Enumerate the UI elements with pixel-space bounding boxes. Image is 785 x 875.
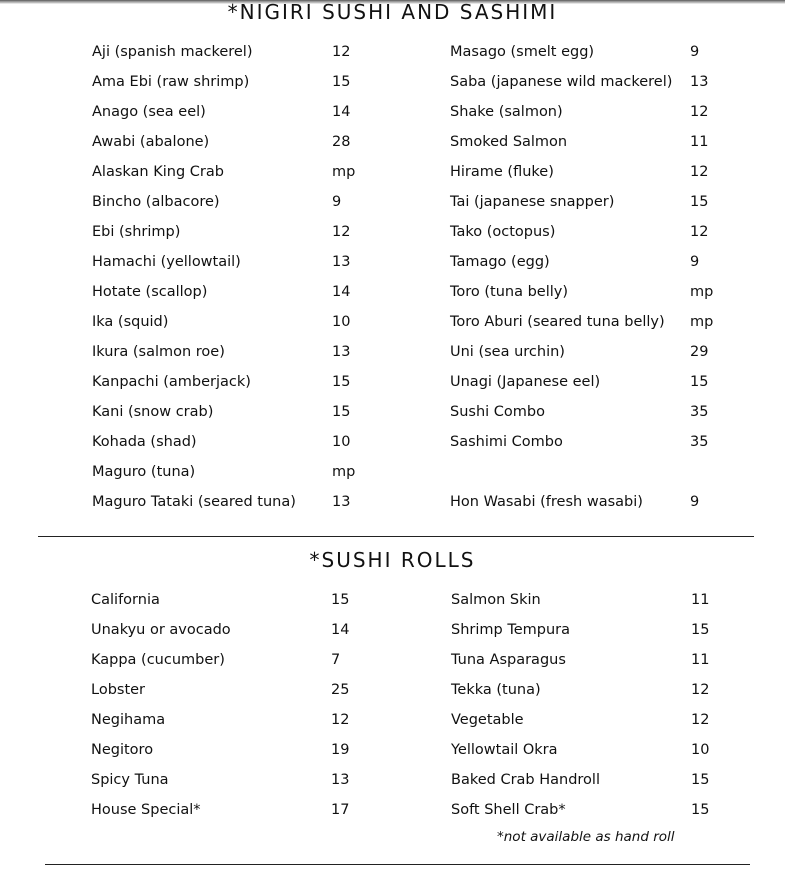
menu-item-price: 15 [691, 802, 710, 818]
menu-item-name: California [91, 592, 160, 608]
menu-item-name: Tamago (egg) [450, 254, 550, 270]
menu-item-price: 14 [331, 622, 350, 638]
menu-item-price: 12 [332, 224, 351, 240]
menu-item-price: 10 [332, 434, 351, 450]
menu-item-price: mp [332, 464, 356, 480]
menu-item-name: Bincho (albacore) [92, 194, 220, 210]
menu-item-name: Negitoro [91, 742, 154, 758]
menu-item-price: 9 [690, 254, 700, 270]
bottom-divider [45, 864, 750, 865]
menu-item-price: 13 [332, 494, 351, 510]
menu-item-name: Toro (tuna belly) [450, 284, 569, 300]
menu-item-name: Saba (japanese wild mackerel) [450, 74, 673, 90]
menu-item-name: Hon Wasabi (fresh wasabi) [450, 494, 643, 510]
nigiri-section-title: *NIGIRI SUSHI AND SASHIMI [227, 0, 558, 24]
menu-item-price: 10 [332, 314, 351, 330]
menu-item-price: 10 [691, 742, 710, 758]
menu-item-name: Kanpachi (amberjack) [92, 374, 251, 390]
menu-item-name: Maguro (tuna) [92, 464, 196, 480]
menu-item-price: 13 [331, 772, 350, 788]
menu-item-name: Vegetable [451, 712, 524, 728]
menu-item-price: 29 [690, 344, 709, 360]
menu-item-price: 7 [331, 652, 341, 668]
menu-item-name: Sushi Combo [450, 404, 545, 420]
menu-item-price: 15 [690, 194, 709, 210]
menu-item-price: 12 [331, 712, 350, 728]
menu-item-name: Uni (sea urchin) [450, 344, 565, 360]
menu-item-name: Tai (japanese snapper) [450, 194, 615, 210]
menu-item-name: Ikura (salmon roe) [92, 344, 225, 360]
menu-item-name: Hamachi (yellowtail) [92, 254, 241, 270]
menu-item-price: 15 [691, 622, 710, 638]
menu-item-price: 12 [332, 44, 351, 60]
menu-item-price: 15 [331, 592, 350, 608]
menu-item-name: Yellowtail Okra [451, 742, 558, 758]
menu-item-name: Sashimi Combo [450, 434, 563, 450]
menu-item-name: House Special* [91, 802, 201, 818]
menu-item-name: Ika (squid) [92, 314, 169, 330]
menu-item-name: Awabi (abalone) [92, 134, 210, 150]
menu-item-name: Baked Crab Handroll [451, 772, 600, 788]
menu-item-price: 12 [691, 712, 710, 728]
menu-item-price: 13 [332, 254, 351, 270]
menu-item-name: Tako (octopus) [450, 224, 556, 240]
menu-item-name: Anago (sea eel) [92, 104, 206, 120]
menu-item-price: mp [332, 164, 356, 180]
menu-item-name: Shrimp Tempura [451, 622, 571, 638]
menu-item-price: 35 [690, 404, 709, 420]
menu-item-name: Ama Ebi (raw shrimp) [92, 74, 250, 90]
menu-item-name: Smoked Salmon [450, 134, 568, 150]
menu-item-name: Tekka (tuna) [451, 682, 541, 698]
menu-item-name: Kani (snow crab) [92, 404, 214, 420]
menu-item-price: 15 [691, 772, 710, 788]
menu-item-price: 13 [690, 74, 709, 90]
menu-item-price: 11 [691, 652, 710, 668]
menu-item-price: 9 [690, 494, 700, 510]
menu-item-price: 11 [691, 592, 710, 608]
menu-item-price: 15 [332, 404, 351, 420]
menu-item-name: Alaskan King Crab [92, 164, 224, 180]
menu-item-price: 12 [690, 164, 709, 180]
menu-item-name: Hirame (fluke) [450, 164, 554, 180]
menu-item-name: Ebi (shrimp) [92, 224, 181, 240]
menu-item-price: 25 [331, 682, 350, 698]
menu-item-name: Hotate (scallop) [92, 284, 208, 300]
menu-item-price: mp [690, 284, 714, 300]
menu-item-name: Kohada (shad) [92, 434, 197, 450]
menu-item-name: Shake (salmon) [450, 104, 563, 120]
menu-item-price: 9 [332, 194, 342, 210]
menu-item-price: 19 [331, 742, 350, 758]
menu-item-price: 12 [691, 682, 710, 698]
menu-item-name: Soft Shell Crab* [451, 802, 566, 818]
menu-item-price: 12 [690, 224, 709, 240]
menu-item-name: Tuna Asparagus [451, 652, 566, 668]
menu-item-name: Maguro Tataki (seared tuna) [92, 494, 296, 510]
rolls-section-title: *SUSHI ROLLS [309, 548, 476, 572]
menu-item-name: Spicy Tuna [91, 772, 169, 788]
menu-item-price: 12 [690, 104, 709, 120]
rolls-footnote: *not available as hand roll [497, 829, 675, 845]
menu-item-price: mp [690, 314, 714, 330]
menu-item-name: Unagi (Japanese eel) [450, 374, 601, 390]
menu-item-name: Unakyu or avocado [91, 622, 231, 638]
menu-item-price: 17 [331, 802, 350, 818]
menu-item-price: 14 [332, 284, 351, 300]
menu-item-name: Masago (smelt egg) [450, 44, 595, 60]
menu-item-price: 9 [690, 44, 700, 60]
menu-item-price: 11 [690, 134, 709, 150]
menu-item-name: Toro Aburi (seared tuna belly) [450, 314, 665, 330]
menu-item-name: Aji (spanish mackerel) [92, 44, 253, 60]
menu-item-name: Kappa (cucumber) [91, 652, 225, 668]
menu-item-price: 28 [332, 134, 351, 150]
menu-item-name: Negihama [91, 712, 166, 728]
menu-item-price: 14 [332, 104, 351, 120]
menu-item-price: 15 [690, 374, 709, 390]
menu-item-price: 35 [690, 434, 709, 450]
menu-item-name: Salmon Skin [451, 592, 541, 608]
menu-item-price: 15 [332, 74, 351, 90]
menu-item-price: 13 [332, 344, 351, 360]
menu-item-price: 15 [332, 374, 351, 390]
section-divider [38, 536, 754, 537]
menu-item-name: Lobster [91, 682, 146, 698]
